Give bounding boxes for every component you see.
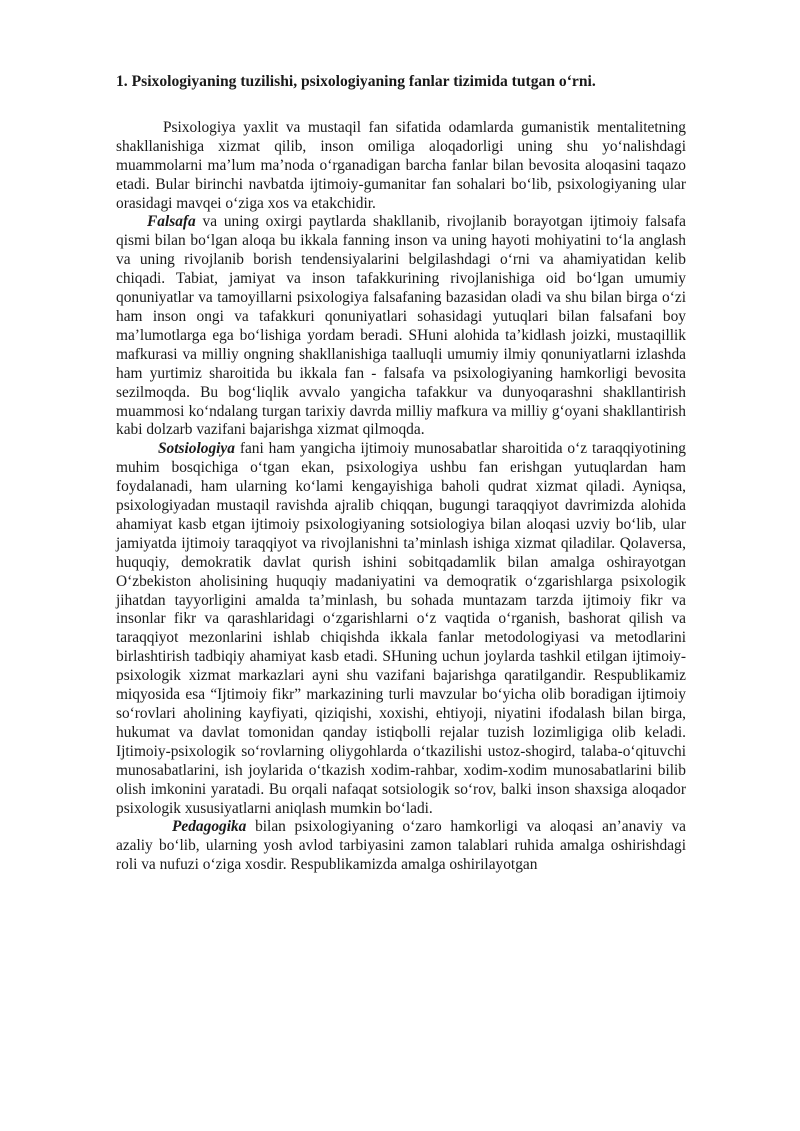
document-page: [116, 73, 686, 875]
intro-paragraph: Psixologiya yaxlit va mustaqil fan sifatida odamlarda gumanistik mentalitetning shakllanishiga xizmat qilib, inson omiliga aloqadorligi uning shu yo‘nalishdagi muammolarni ma’lum ma’noda o‘rganadigan barcha fanlar bilan bevosita aloqasini taqazo etadi. Bular birinchi navbatda ijtimoiy-gumanitar fan sohalari bo‘lib, psixologiyaning ular orasidagi mavqei o‘ziga xos va etakchidir.: [116, 118, 686, 212]
sotsiologiya-term: Sotsiologiya: [158, 440, 235, 458]
falsafa-term: Falsafa: [147, 213, 196, 231]
page-title: 1. Psixologiyaning tuzilishi, psixologiyaning fanlar tizimida tutgan o‘rni.: [116, 73, 596, 90]
pedagogika-term: Pedagogika: [172, 818, 247, 836]
falsafa-paragraph: [116, 213, 686, 440]
sotsiologiya-paragraph: [116, 440, 686, 818]
pedagogika-paragraph: [116, 818, 686, 875]
pedagogika-text: bilan psixologiyaning o‘zaro hamkorligi va aloqasi an’anaviy va azaliy bo‘lib, ularning yosh avlod tarbiyasini zamon talablari ruhida amalga oshirishdagi roli va nufuzi o‘ziga xosdir. Respublikamizda amalga oshirilayotgan: [116, 818, 686, 874]
falsafa-text: va uning oxirgi paytlarda shakllanib, rivojlanib borayotgan ijtimoiy falsafa qismi bilan bo‘lgan aloqa bu ikkala fanning inson va uning hayoti mohiyatini to‘la anglash va uning rivojlanib borish tendensiyalarini belgilashdagi o‘rni va ahamiyatidan kelib chiqadi. Tabiat, jamiyat va inson tafakkurining rivojlanishiga oid bo‘lgan umumiy qonuniyatlar va tamoyillarni psixologiya falsafaning bazasidan oladi va shu bilan birga o‘zi ham inson ongi va tafakkuri qonuniyatlari sohasidagi yutuqlari bilan falsafani boy ma’lumotlarga ega bo‘lishiga yordam beradi. SHuni alohida ta’kidlash joizki, mustaqillik mafkurasi va milliy ongning shakllanishiga taalluqli umumiy ilmiy qonuniyatlarni izlashda ham yurtimiz sharoitida bu ikkala fan - falsafa va psixologiyaning hamkorligi bevosita sezilmoqda. Bu bog‘liqlik avvalo yangicha tafakkur va dunyoqarashni shakllantirish muammosi ko‘ndalang turgan tarixiy davrda milliy mafkura va milliy g‘oyani shakllantirish kabi dolzarb vazifani bajarishga xizmat qilmoqda.: [116, 213, 686, 439]
sotsiologiya-text: fani ham yangicha ijtimoiy munosabatlar sharoitida o‘z taraqqiyotining muhim bosqichiga o‘tgan ekan, psixologiya ushbu fan erishgan yutuqlardan ham foydalanadi, ham ularning ko‘lami kengayishiga baholi qudrat xizmat qiladi. Ayniqsa, psixologiyadan mustaqil ravishda ajralib chiqqan, bugungi taraqqiyot davrimizda alohida ahamiyat kasb etgan ijtimoiy psixologiyaning sotsiologiya bilan aloqasi uzviy bo‘lib, ular jamiyatda ijtimoiy taraqqiyot va rivojlanishni ta’minlash ishiga xizmat qiladilar. Qolaversa, huquqiy, demokratik davlat qurish ishini sobitqadamlik bilan amalga oshirayotgan O‘zbekiston aholisining huquqiy madaniyatini va demoqratik o‘zgarishlarga psixologik jihatdan tayyorligini amalda ta’minlash, bu sohada muntazam tarzda ijtimoiy fikr va insonlar fikr va qarashlaridagi o‘zgarishlarni o‘z vaqtida o‘rganish, bashorat qilish va taraqqiyot mezonlarini ishlab chiqishda ikkala fanlar metodologiyasi va metodlarini birlashtirish tadbiqiy ahamiyat kasb etadi. SHuning uchun joylarda tashkil etilgan ijtimoiy-psixologik xizmat markazlari ayni shu vazifani bajarishga qaratilgandir. Respublikamiz miqyosida esa “Ijtimoiy fikr” markazining turli mavzular bo‘yicha olib boradigan ijtimoiy so‘rovlari aholining kayfiyati, qiziqishi, xoxishi, ehtiyoji, niyatini ifodalash bilan birga, hukumat va davlat tomonidan qanday istiqbolli rejalar tuzish lozimligiga olib keladi. Ijtimoiy-psixologik so‘rovlarning oliygohlarda o‘tkazilishi ustoz-shogird, talaba-o‘qituvchi munosabatlarini, ish joylarida o‘tkazish xodim-rahbar, xodim-xodim munosabatlarini bilib olish imkonini yaratadi. Bu orqali nafaqat sotsiologik so‘rov, balki inson shaxsiga aloqador psixologik xususiyatlarni aniqlash mumkin bo‘ladi.: [116, 440, 686, 817]
